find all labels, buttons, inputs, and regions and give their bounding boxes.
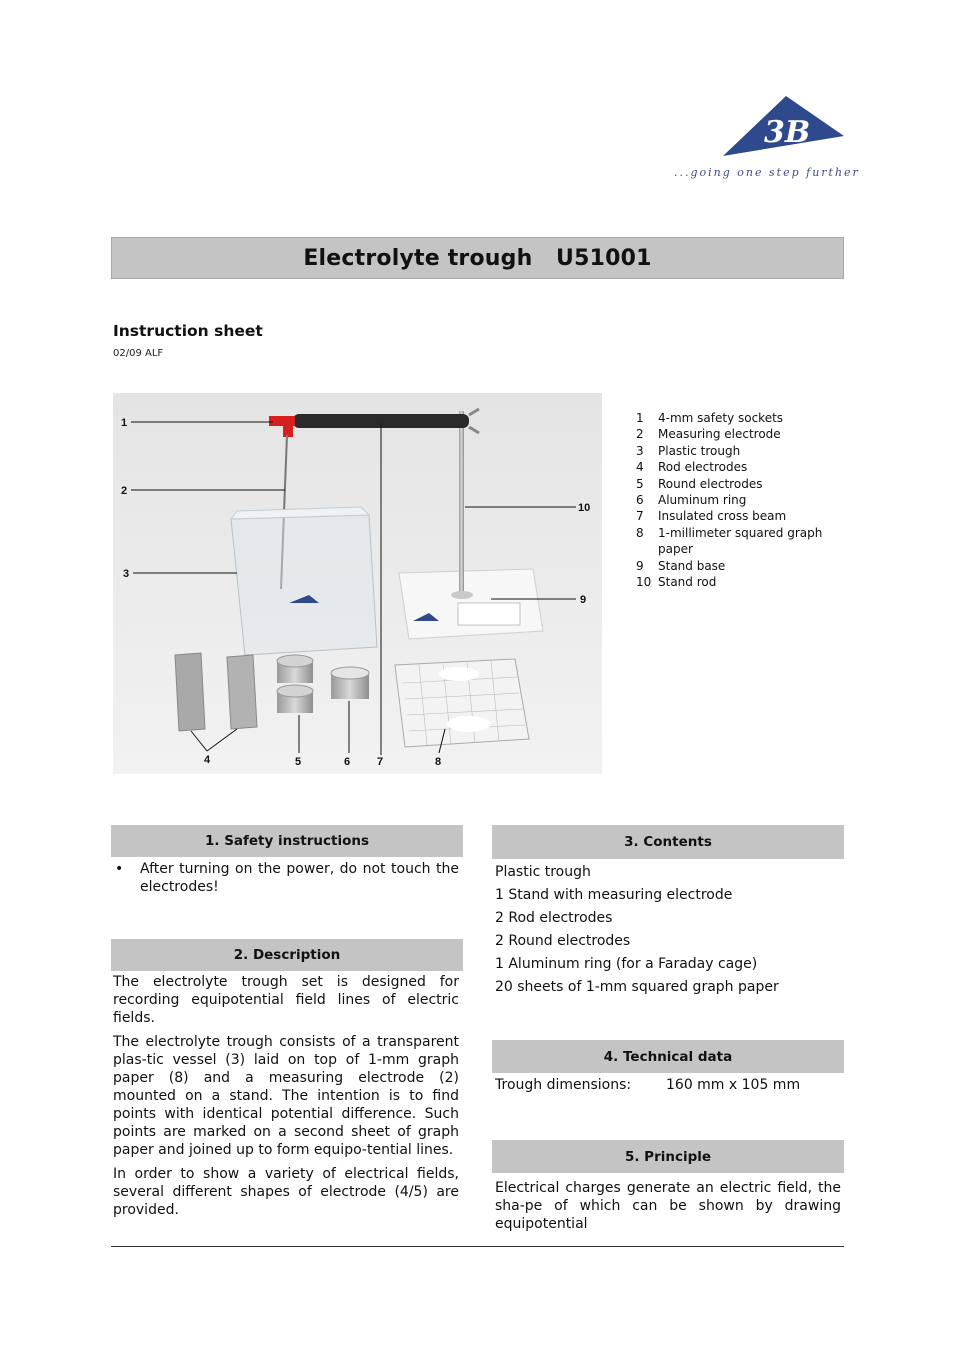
technical-data-row [495, 1077, 800, 1093]
safety-body [113, 860, 459, 896]
safety-text: After turning on the power, do not touch the electrodes! [140, 861, 459, 895]
legend-item: 7 Insulated cross beam [636, 509, 787, 524]
technical-data-heading: 4. Technical data [492, 1040, 844, 1073]
list-item: 1 Stand with measuring electrode [495, 887, 733, 903]
legend-item: 5 Round electrodes [636, 476, 763, 491]
product-photo [113, 393, 602, 774]
plastic-trough [231, 507, 377, 655]
safety-bullet-item [113, 860, 459, 896]
graph-paper [395, 659, 529, 747]
principle-body [495, 1179, 841, 1239]
bullet-icon: • [115, 861, 124, 877]
parts-legend [636, 410, 846, 590]
callout-9: 9 [580, 594, 587, 606]
principle-text: Electrical charges generate an electric field, the sha-pe of which can be shown by drawing equipotential [495, 1180, 841, 1232]
description-body [113, 973, 459, 1225]
date-code: 02/09 ALF [113, 348, 164, 359]
contents-list [495, 861, 779, 999]
legend-item: 4 Rod electrodes [636, 460, 748, 475]
safety-heading: 1. Safety instructions [111, 825, 463, 857]
legend-item: 9 Stand base [636, 558, 726, 573]
aluminum-ring [331, 667, 369, 699]
legend-item: 6 Aluminum ring [636, 493, 747, 508]
legend-item: 2 Measuring electrode [636, 427, 781, 442]
list-item: 20 sheets of 1-mm squared graph paper [495, 979, 779, 995]
trough-dimensions-value: 160 mm x 105 mm [666, 1077, 801, 1093]
stand-rod [459, 411, 464, 595]
callout-8: 8 [435, 756, 442, 768]
principle-heading: 5. Principle [492, 1140, 844, 1173]
contents-heading: 3. Contents [492, 825, 844, 859]
description-paragraph: In order to show a variety of electrical fields, several different shapes of electrode (4/5) are provided. [113, 1166, 459, 1218]
callout-10: 10 [578, 502, 591, 514]
list-item: 1 Aluminum ring (for a Faraday cage) [495, 956, 758, 972]
callout-7: 7 [377, 756, 384, 768]
legend-item: 8 1-millimeter squared graph paper [636, 525, 823, 557]
list-item: 2 Rod electrodes [495, 910, 613, 926]
list-item: Plastic trough [495, 864, 591, 880]
callout-4: 4 [204, 754, 211, 766]
list-item: 2 Round electrodes [495, 933, 631, 949]
logo-mark: 3B [764, 115, 811, 150]
callout-2: 2 [121, 485, 128, 497]
instruction-sheet-heading: Instruction sheet [113, 322, 263, 340]
description-heading: 2. Description [111, 939, 463, 971]
description-paragraph: The electrolyte trough consists of a transparent plas-tic vessel (3) laid on top of 1-mm graph paper (8) and a measuring electrode (2) mounted on a stand. The intention is to find points with identical potential difference. Such points are marked on a second sheet of graph paper and joined up to form equipo-tential lines. [113, 1034, 459, 1158]
legend-item: 3 Plastic trough [636, 443, 741, 458]
trough-dimensions-label: Trough dimensions: [495, 1077, 632, 1093]
callout-3: 3 [123, 568, 130, 580]
stand-base [399, 569, 543, 639]
document-title-bar [111, 237, 844, 279]
footer-divider [111, 1246, 844, 1247]
callout-6: 6 [344, 756, 351, 768]
legend-item: 10 Stand rod [636, 575, 717, 590]
legend-item: 1 4-mm safety sockets [636, 411, 784, 425]
document-title: Electrolyte trough U51001 [303, 245, 652, 271]
callout-1: 1 [121, 417, 128, 429]
description-paragraph: The electrolyte trough set is designed for recording equipotential field lines of electric fields. [113, 974, 459, 1026]
callout-5: 5 [295, 756, 302, 768]
logo-tagline: ...going one step further [674, 166, 860, 179]
